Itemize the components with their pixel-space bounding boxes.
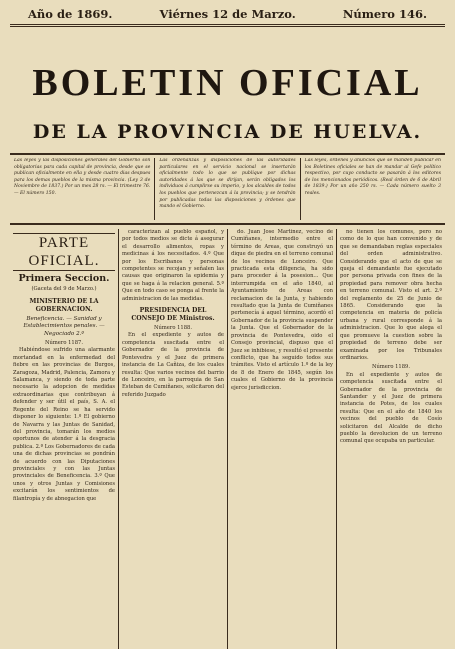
newspaper-subtitle: DE LA PROVINCIA DE HUELVA. [32,121,423,143]
issue-date: Viérnes 12 de Marzo. [159,7,296,21]
decree-number: Número 1189. [372,364,410,371]
article-text: no tienen los comunes, pero no como de lo que han convenido y de que se demandaban reglas especiales del orden administrativo. Considerando que el acto de que se queja el demandante fue ejecutado por persona privada con fines de la propiedad para remover obra hecha en terreno comunal. Visto el art. 2.º del reglamento de 25 de Junio de 1865. Considerando que la competencia en materia de policía urbana y rural corresponde á la administracion. Que lo que alega el que promueve la cuestion sobre la propiedad de terreno debe ser examinada por los Tribunales ordinarios. [340,229,442,361]
topic-heading: Beneficencia. — Sanidad y Establecimientos penales. — Negociado 2.º [23,315,105,337]
section-heading: PARTE OFICIAL. [13,233,115,271]
newspaper-title: BOLETIN OFICIAL [32,62,423,104]
article-text: caracterizan al pueblo español, y por todos medios se dicte á asegurar el desarrollo alimentos, ropas y medicinas á los necesitados. 4.º Que por los Escribanos y personas competentes se recojan y señalen las causas que originaron la epidemia y que se haga á la relacion general. 5.º Que en todo caso se ponga al frente la administracion de las medidas. [122,229,224,302]
column-4 [336,229,445,649]
column-3 [227,229,336,649]
masthead [10,6,445,22]
issue-year: Año de 1869. [28,7,113,21]
article-text: En el expediente y autos de competencia suscitada entre el Gobernador de la provincia de Santander y el Juez de primera instancia de Potes, de los cuales resulta: Que en el año de 1840 los vecinos del pueblo de Cosío solicitaron del Alcalde de dicho pueblo la devolucion de un terreno comunal que ocupaba un particular. [340,371,442,445]
article-columns [10,229,445,649]
notice-left: Las leyes y las disposiciones generales del Gobierno son obligatorias para cada capital de provincia, desde que se publican oficialmente en ella y desde cuatro dias despues para los demas pueblos de la misma provincia. (Ley 3 de Noviembre de 1837.) Por un mes 28 rs. — El trimestre 76. — El número 150. [14,158,151,196]
masthead-rule [10,24,445,27]
presidency-heading: PRESIDENCIA DEL CONSEJO DE Ministros. [131,307,215,323]
article-text: do. Juan Jose Martinez, vecino de Cumiñanes, intermedio entre el término de Areas, que construyó un dique de piedra en el terreno comunal de los vecinos de Lonceiro. Que practicada esta diligencia, ha sido para proceder á la posesion... Que interrumpida en el año 1840, al Ayuntamiento de Areas con reclamacion de la Junta, y habiendo resultado que la Junta de Cumiñanes pertenecía á aquel término, acordó el Gobernador de la provincia suspender la Junta. Que el Gobernador de la provincia de Pontevedra, oido el Consejo provincial, dispuso que el Juez se inhibiese, y resultó el presente conflicto, que ha seguido todos sus trámites. Visto el artículo 1.º de la ley de 8 de Enero de 1845, según los cuales el Gobierno de la provincia ejerce jurisdiccion. [231,229,333,391]
notice-strip [10,153,445,225]
ministry-heading: MINISTERIO DE LA GOBERNACION. [29,297,99,313]
decree-number: Número 1187. [45,340,83,347]
article-text: Habiéndose sufrido una alarmante mortandad en la enfermedad del fiebre en las provincias de Burgos, Zaragoza, Madrid, Palencia, Zamora y Salamanca, y siendo de toda parte necesario la adopcion de medidas extraordinarias que contribuyan á defender y ser útil el país, S. A. el Regente del Reino se ha servido disponer lo siguiente: 1.º El gobierno de Navarra y las Juntas de Sanidad, del provincia, tomarán los medios oportunos de atender á la desgracia publica. 2.º Los Gobernadores de cada una de dichas provincias se pondrán de acuerdo con las Diputaciones provinciales y con las Juntas provinciales de Beneficencia. 3.º Que unos y otros Juntas y Comisiones excitarán los sentimientos de filantropía y de abnegacion que [13,347,115,502]
column-2 [118,229,227,649]
section-subheading: Primera Seccion. [18,273,110,284]
issue-number: Número 146. [342,7,427,21]
column-1 [10,229,118,649]
article-text: En el expediente y autos de competencia suscitada entre el Gobernador de la provincia de Pontevedra y el Juez de primera instancia de La Cañiza, de los cuales resulta: Que varios vecinos del barrio de Lonceiro, en la parroquia de San Esteban de Cumiñanes, solicitaron del referido Juzgado [122,332,224,398]
notice-right: Las leyes, órdenes y anuncios que se manden publicar en los Boletines oficiales se han de mandar al Gefe político respectivo, por cuyo conducto se pasarán á los editores de los mencionados periódicos. (Real órden de 6 de Abril de 1839.) Por un año 250 rs. — Cada número suelto 3 reales. [300,158,445,220]
notice-center: Las ordenanzas y disposiciones de las autoridades particulares en el servicio nacional se insertarán oficialmente todo lo que se publique por dichas autoridades á las que se dirijan, serán obligados los individuos á cumplirse su imperio, y los alcaldes de todos los pueblos que pertenezcan á la provincia; y se tendrán por publicadas todas las disposiciones y órdenes que mando el Gobierno. [154,158,299,220]
decree-number: Número 1188. [154,325,192,332]
gaceta-reference: (Gaceta del 9 de Marzo.) [31,286,97,293]
